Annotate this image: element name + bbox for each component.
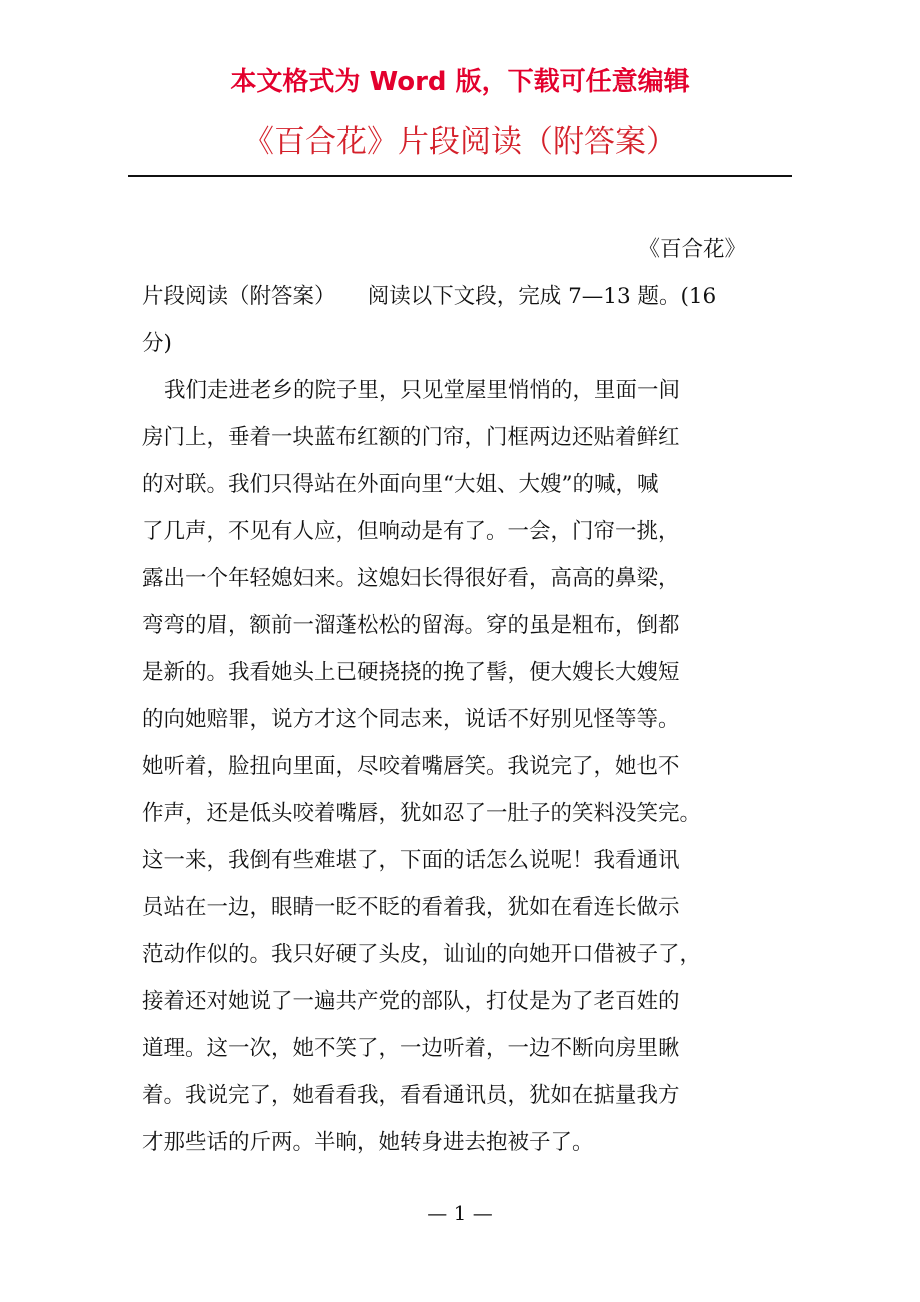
passage-line: 我们走进老乡的院子里，只见堂屋里悄悄的，里面一间 bbox=[164, 378, 681, 403]
format-banner: 本文格式为 Word 版，下载可任意编辑 bbox=[230, 67, 690, 97]
work-reference: 《百合花》 bbox=[638, 237, 746, 262]
passage-line: 露出一个年轻媳妇来。这媳妇长得很好看，高高的鼻梁， bbox=[142, 566, 680, 591]
passage-line: 接着还对她说了一遍共产党的部队，打仗是为了老百姓的 bbox=[142, 989, 680, 1014]
passage-line: 她听着，脸扭向里面，尽咬着嘴唇笑。我说完了，她也不 bbox=[142, 754, 680, 779]
passage-line: 了几声，不见有人应，但响动是有了。一会，门帘一挑， bbox=[142, 519, 680, 544]
passage-line: 是新的。我看她头上已硬挠挠的挽了髻，便大嫂长大嫂短 bbox=[142, 660, 680, 685]
passage-line: 道理。这一次，她不笑了，一边听着，一边不断向房里瞅 bbox=[142, 1036, 680, 1061]
instruction-line: 片段阅读（附答案） 阅读以下文段，完成 7—13 题。(16 bbox=[142, 284, 717, 309]
instruction-line: 分) bbox=[142, 331, 172, 356]
passage-line: 的对联。我们只得站在外面向里“大姐、大嫂”的喊，喊 bbox=[142, 472, 659, 497]
task-instruction bbox=[142, 273, 782, 367]
passage-line: 作声，还是低头咬着嘴唇，犹如忍了一肚子的笑料没笑完。 bbox=[142, 801, 702, 826]
passage-line: 着。我说完了，她看看我，看看通讯员，犹如在掂量我方 bbox=[142, 1083, 680, 1108]
passage-line: 才那些话的斤两。半晌，她转身进去抱被子了。 bbox=[142, 1130, 594, 1155]
passage-line: 的向她赔罪，说方才这个同志来，说话不好别见怪等等。 bbox=[142, 707, 680, 732]
passage-line: 范动作似的。我只好硬了头皮，讪讪的向她开口借被子了， bbox=[142, 942, 702, 967]
passage-paragraph bbox=[142, 367, 782, 1166]
passage-line: 房门上，垂着一块蓝布红额的门帘，门框两边还贴着鲜红 bbox=[142, 425, 680, 450]
passage-line: 弯弯的眉，额前一溜蓬松松的留海。穿的虽是粗布，倒都 bbox=[142, 613, 680, 638]
document-title: 《百合花》片段阅读（附答案） bbox=[243, 124, 677, 160]
page-number: — 1 — bbox=[427, 1201, 493, 1225]
title-divider bbox=[128, 175, 792, 177]
body-text bbox=[142, 226, 782, 1166]
passage-line: 这一来，我倒有些难堪了，下面的话怎么说呢！我看通讯 bbox=[142, 848, 680, 873]
passage-line: 员站在一边，眼睛一眨不眨的看着我，犹如在看连长做示 bbox=[142, 895, 680, 920]
